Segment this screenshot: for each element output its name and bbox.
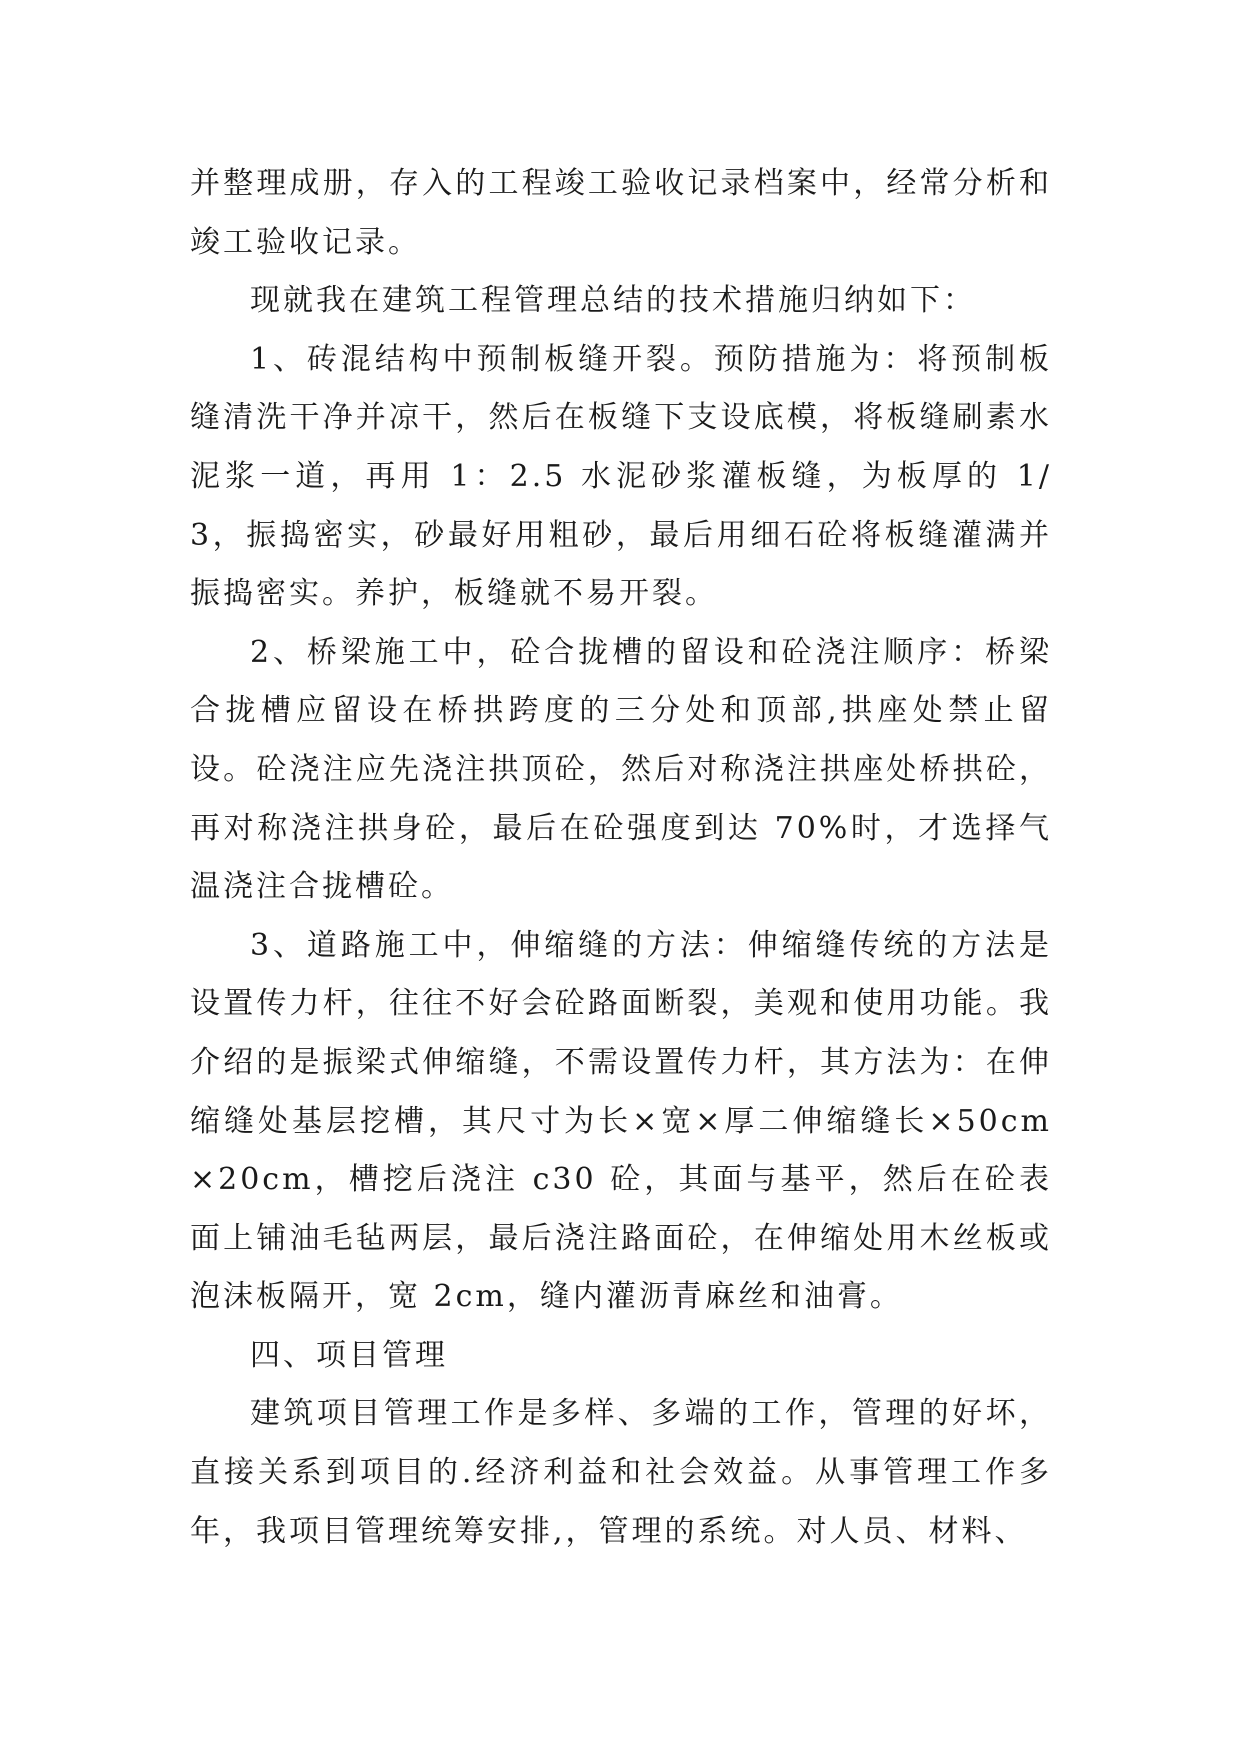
paragraph-continuation: 并整理成册，存入的工程竣工验收记录档案中，经常分析和竣工验收记录。: [190, 166, 1052, 260]
paragraph-item-1: 1、砖混结构中预制板缝开裂。预防措施为：将预制板缝清洗干净并凉干，然后在板缝下支设底模，将板缝刷素水泥浆一道，再用 1：2.5 水泥砂浆灌板缝，为板厚的 1/3，振捣密实，砂最好用粗砂，最后用细石砼将板缝灌满并振捣密实。养护，板缝就不易开裂。: [190, 341, 1052, 612]
document-body: [190, 155, 1052, 1561]
paragraph-item-3: 3、道路施工中，伸缩缝的方法：伸缩缝传统的方法是设置传力杆，往往不好会砼路面断裂，美观和使用功能。我介绍的是振梁式伸缩缝，不需设置传力杆，其方法为：在伸缩缝处基层挖槽，其尺寸为长×宽×厚二伸缩缝长×50cm×20cm，槽挖后浇注 c30 砼，其面与基平，然后在砼表面上铺油毛毡两层，最后浇注路面砼，在伸缩处用木丝板或泡沫板隔开，宽 2cm，缝内灌沥青麻丝和油膏。: [190, 927, 1052, 1315]
paragraph-intro: 现就我在建筑工程管理总结的技术措施归纳如下：: [250, 283, 976, 319]
section-heading: 四、项目管理: [250, 1337, 448, 1373]
paragraph-management: 建筑项目管理工作是多样、多端的工作，管理的好坏，直接关系到项目的.经济利益和社会效益。从事管理工作多年，我项目管理统筹安排,，管理的系统。对人员、材料、: [190, 1396, 1052, 1549]
paragraph-item-2: 2、桥梁施工中，砼合拢槽的留设和砼浇注顺序：桥梁合拢槽应留设在桥拱跨度的三分处和顶部,拱座处禁止留设。砼浇注应先浇注拱顶砼，然后对称浇注拱座处桥拱砼，再对称浇注拱身砼，最后在砼强度到达 70%时，才选择气温浇注合拢槽砼。: [190, 634, 1052, 905]
